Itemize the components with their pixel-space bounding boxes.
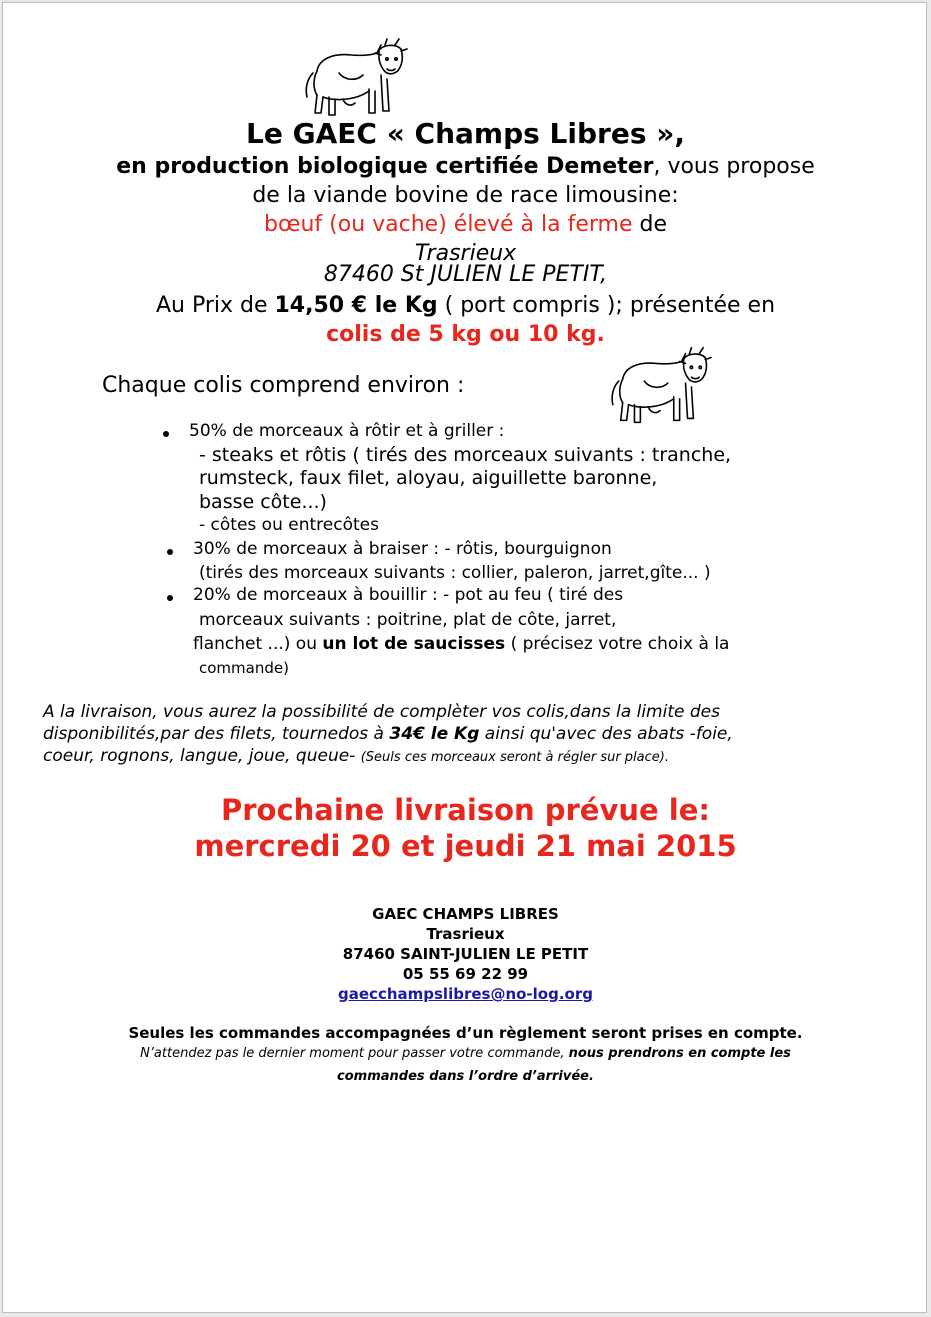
contact-city: 87460 SAINT-JULIEN LE PETIT [342, 945, 589, 963]
item1-head: 50% de morceaux à rôtir et à griller : [189, 421, 505, 441]
footer-line1: Seules les commandes accompagnées d’un règlement seront prises en compte. [128, 1024, 803, 1042]
note-abats: ainsi qu'avec des abats -foie, [479, 724, 733, 744]
cow-icon [605, 341, 715, 433]
propose-text: , vous propose [653, 154, 815, 179]
contents-intro: Chaque colis comprend environ : [102, 373, 465, 398]
flanchet-text: flanchet ...) ou [193, 634, 323, 654]
document-page [2, 2, 927, 1313]
item1-line4: - côtes ou entrecôtes [199, 515, 379, 535]
item3-line1: morceaux suivants : poitrine, plat de côte, jarret, [199, 610, 617, 630]
precisez-text: ( précisez votre choix à la [505, 634, 730, 654]
farm-place: Trasrieux [414, 241, 517, 266]
item2-line1: (tirés des morceaux suivants : collier, paleron, jarret,gîte... ) [199, 563, 711, 583]
price-line [3, 293, 928, 318]
contact-name: GAEC CHAMPS LIBRES [372, 905, 559, 923]
bullet-icon [163, 431, 169, 437]
note-price: 34€ le Kg [389, 724, 480, 744]
demeter-text: en production biologique certifiée Demeter [116, 154, 654, 179]
contact-place: Trasrieux [426, 925, 505, 943]
item1-line2: rumsteck, faux filet, aloyau, aiguillette baronne, [199, 467, 658, 489]
intro-line-demeter [3, 154, 928, 179]
item3-head: 20% de morceaux à bouillir : - pot au feu ( tiré des [193, 585, 624, 605]
boeuf-text: bœuf (ou vache) élevé à la ferme [264, 212, 633, 237]
de-text: de [632, 212, 667, 237]
page-title: Le GAEC « Champs Libres », [246, 117, 685, 150]
footer-prendrons: nous prendrons en compte les [568, 1046, 791, 1061]
footer-attendez: N’attendez pas le dernier moment pour passer votre commande, [140, 1046, 569, 1061]
price-value: 14,50 € le Kg [274, 293, 438, 318]
next-delivery-title: Prochaine livraison prévue le: [220, 793, 710, 827]
item1-line1: - steaks et rôtis ( tirés des morceaux suivants : tranche, [199, 444, 732, 466]
colis-sizes: colis de 5 kg ou 10 kg. [326, 322, 605, 347]
note-morceaux: coeur, rognons, langue, joue, queue- [43, 746, 361, 766]
price-suffix: ( port compris ); présentée en [437, 293, 776, 318]
item3-line3: commande) [199, 659, 289, 677]
item3-line2 [193, 634, 729, 654]
contact-email-link[interactable]: gaecchampslibres@no-log.org [338, 985, 593, 1003]
intro-line-ferme [3, 212, 928, 237]
item2-head: 30% de morceaux à braiser : - rôtis, bourguignon [193, 539, 612, 559]
next-delivery-dates: mercredi 20 et jeudi 21 mai 2015 [194, 829, 737, 863]
bullet-icon [167, 595, 173, 601]
contact-email-row [3, 985, 928, 1003]
note-filets: disponibilités,par des filets, tournedos à [43, 724, 390, 744]
intro-line-race: de la viande bovine de race limousine: [252, 183, 679, 208]
note-regler: (Seuls ces morceaux seront à régler sur place). [360, 750, 669, 765]
cow-icon [299, 33, 411, 125]
contact-phone: 05 55 69 22 99 [402, 965, 529, 983]
item1-line3: basse côte...) [199, 491, 327, 513]
footer-line3: commandes dans l’ordre d’arrivée. [337, 1069, 594, 1084]
footer-line2 [3, 1046, 928, 1061]
note-line1: A la livraison, vous aurez la possibilité de complèter vos colis,dans la limite des [43, 702, 720, 722]
note-line3 [43, 746, 669, 766]
price-prefix: Au Prix de [155, 293, 275, 318]
saucisses-text: un lot de saucisses [322, 634, 506, 654]
note-line2 [43, 724, 733, 744]
bullet-icon [167, 549, 173, 555]
farm-city: 87460 St JULIEN LE PETIT, [323, 262, 608, 287]
